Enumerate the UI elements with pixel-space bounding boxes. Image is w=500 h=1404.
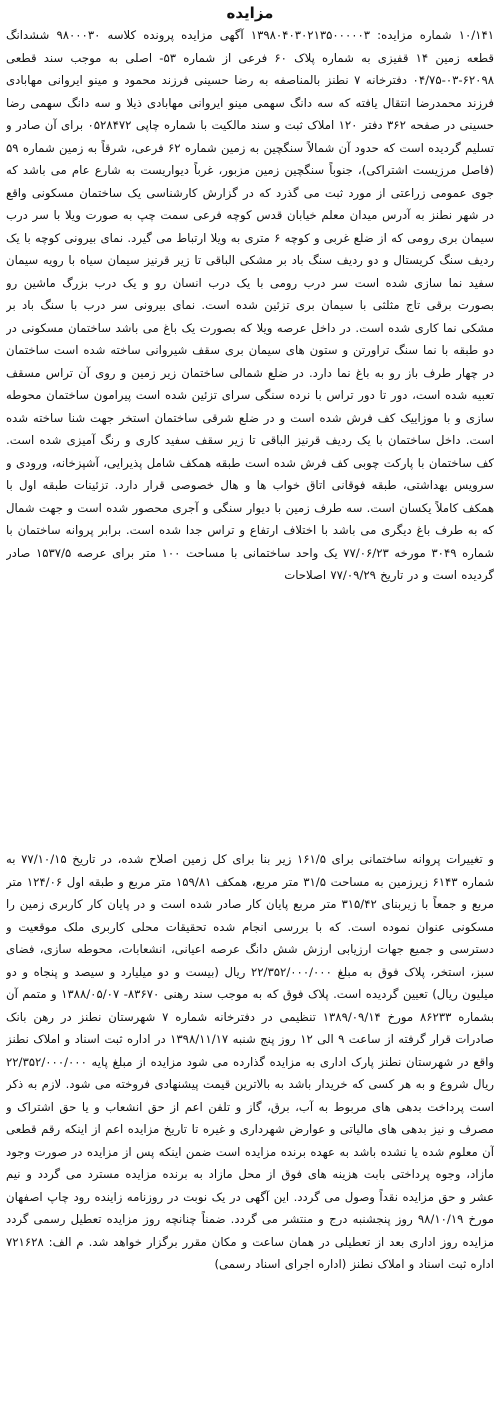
notice-body-top [6,24,494,844]
notice-paragraph-1: ۱۰/۱۴۱ شماره مزایده: ۱۳۹۸۰۴۰۳۰۲۱۳۵۰۰۰۰۰۳ آگهی مزایده پرونده کلاسه ۹۸۰۰۰۳۰ ششدانگ قطعه زمین ۱۴ قفیزی به شماره پلاک ۶۰ فرعی از شماره ۵۳- اصلی به موجب سند قطعی ۶۲۰۹۸-۰۳-۰۴/۷۵ دفترخانه ۷ نطنز بالمناصفه به رضا حسینی فرزند محمود و مینو ایروانی مهابادی فرزند محمدرضا انتقال یافته که سه دانگ سهمی مینو ایروانی مهابادی ذیلا و سه دانگ سهمی رضا حسینی در صفحه ۳۶۲ دفتر ۱۲۰ املاک ثبت و سند مالکیت با شماره چاپی ۰۵۲۸۴۷۲ برای آن صادر و تسلیم گردیده است که حدود آن شمالاً سنگچین به زمین شماره ۶۲ فرعی، شرقاً به زمین شماره ۵۹ (فاصل مرزیست اشتراکی)، جنوباً سنگچین زمین مزبور، غرباً دیواریست به شارع عام می باشد که جوی عمومی زراعتی از مورد ثبت می گذرد که در گزارش کارشناسی یک ساختمان مسکونی واقع در شهر نطنز به آدرس میدان معلم خیابان قدس کوچه فرعی سمت چپ به صورت ویلا با سر درب سیمان بری رومی که از ضلع غربی و کوچه ۶ متری به ویلا ارتباط می گیرد. نمای بیرونی کوچه با یک ردیف سنگ کریستال و دو ردیف سنگ باد بر مشکی الباقی تا زیر قرنیز سیمان سیاه با رویه سیمان سفید نما سازی شده است سر درب رومی با یک درب انسان رو و یک درب بزرگ ماشین رو بصورت برقی تاج مثلثی با سیمان بری تزئین شده است. نمای بیرونی سر درب با سنگ باد بر مشکی نما کاری شده است. در داخل عرصه ویلا که بصورت یک باغ می باشد ساختمان مسکونی در دو طبقه با نما سنگ تراورتن و ستون های سیمان بری سقف شیروانی ساخته شده است ساختمان در چهار طرف باز رو به باغ نما دارد. در ضلع شمالی ساختمان زیر زمین و روی آن تراس مسقف تعبیه شده است، دور تا دور تراس با نرده سنگی سرای تزئین شده است پیرامون ساختمان محوطه سازی و با موزاییک کف فرش شده است و در ضلع شرقی ساختمان استخر جهت شنا ساخته شده است. داخل ساختمان با یک ردیف قرنیز الباقی تا زیر سقف سفید کاری و رنگ آمیزی شده است. کف ساختمان با پارکت چوبی کف فرش شده است طبقه همکف شامل پذیرایی، آشپزخانه، ورودی و سرویس بهداشتی، طبقه فوقانی اتاق خواب ها و هال خصوصی قرار دارد. تزئینات طبقه اول با همکف کاملاً یکسان است. سه طرف زمین با دیوار سنگی و آجری محصور شده است و جهت شمال که به طرف باغ دیگری می باشد با اختلاف ارتفاع و تراس جدا شده است. برابر پروانه ساختمان با شماره ۳۰۴۹ مورخه ۷۷/۰۶/۲۳ یک واحد ساختمانی با مساحت ۱۰۰ متر برای عرصه ۱۵۳۷/۵ صادر گردیده است و در تاریخ ۷۷/۰۹/۲۹ اصلاحات [6,28,494,582]
notice-title: مزایده [226,4,274,22]
notice-paragraph-2: و تغییرات پروانه ساختمانی برای ۱۶۱/۵ زیر بنا برای کل زمین اصلاح شده، در تاریخ ۷۷/۱۰/۱۵ به شماره ۶۱۴۳ زیرزمین به مساحت ۳۱/۵ متر مربع، همکف ۱۵۹/۸۱ متر مربع و طبقه اول ۱۲۴/۰۶ متر مربع و جمعاً با زیربنای ۳۱۵/۴۲ متر مربع پایان کار صادر شده است و در پایان کار کاربری زمین را مسکونی عنوان نموده است. که با بررسی انجام شده تحقیقات محلی کاربری ملک موقعیت و دسترسی و جمیع جهات ارزیابی ارزش شش دانگ عرصه اعیانی، انشعابات، محوطه سازی، فضای سبز، استخر، پلاک فوق به مبلغ ۲۲/۳۵۲/۰۰۰/۰۰۰ ریال (بیست و دو میلیارد و سیصد و پنجاه و دو میلیون ریال) تعیین گردیده است. پلاک فوق که به موجب سند رهنی ۸۳۶۷۰- ۱۳۸۸/۰۵/۰۷ و متمم آن بشماره ۸۶۲۳۳ مورخ ۱۳۸۹/۰۹/۱۴ تنظیمی در دفترخانه شماره ۷ شهرستان نطنز در رهن بانک صادرات قرار گرفته از ساعت ۹ الی ۱۲ روز پنج شنبه ۱۳۹۸/۱۱/۱۷ در اداره ثبت اسناد و املاک نطنز واقع در شهرستان نطنز پارک اداری به مزایده گذارده می شود مزایده از مبلغ پایه ۲۲/۳۵۲/۰۰۰/۰۰۰ ریال شروع و به هر کسی که خریدار باشد به بالاترین قیمت پیشنهادی فروخته می شود. لازم به ذکر است پرداخت بدهی های مربوط به آب، برق، گاز و تلفن اعم از حق انشعاب و یا حق اشتراک و مصرف و نیز بدهی های مالیاتی و عوارض شهرداری و غیره تا تاریخ مزایده اعم از اینکه رقم قطعی آن معلوم شده یا نشده باشد به عهده برنده مزایده است ضمن اینکه پس از مزایده در صورت وجود مازاد، وجوه پرداختی بابت هزینه های فوق از محل مازاد به برنده مزایده مسترد می گردد و نیم عشر و حق مزایده نقداً وصول می گردد. این آگهی در یک نوبت در روزنامه زاینده رود چاپ اصفهان مورخ ۹۸/۱۰/۱۹ روز پنجشنبه درج و منتشر می گردد. ضمناً چنانچه روز مزایده تعطیل رسمی گردد مزایده روز اداری بعد از تعطیلی در همان ساعت و مکان مقرر برگزار خواهد شد. م الف: ۷۲۱۶۲۸ اداره ثبت اسناد و املاک نطنز (اداره اجرای اسناد رسمی) [6,852,494,1271]
notice-body-bottom [6,848,494,1400]
